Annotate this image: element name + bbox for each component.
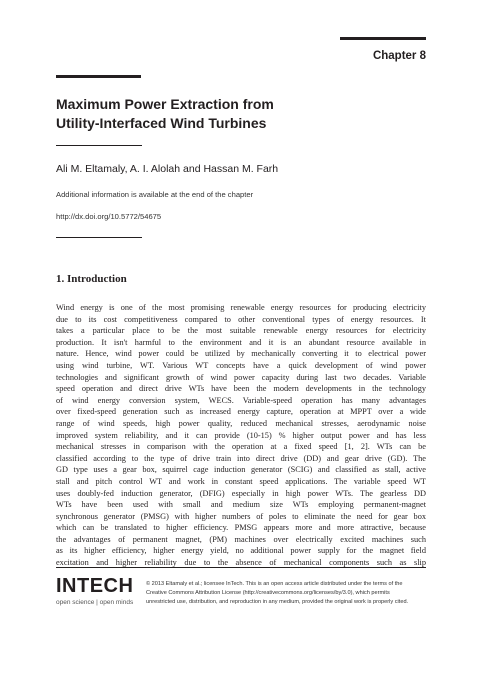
body-line: technologies and significant growth of wind power capacity during last two decades. Variable <box>56 372 426 382</box>
license-line: Creative Commons Attribution License (http://creativecommons.org/licenses/by/3.0), which permits <box>146 590 390 596</box>
body-line: production. It isn't harmful to the environment and it is an abundant resource available in <box>56 337 426 347</box>
authors: Ali M. Eltamaly, A. I. Alolah and Hassan M. Farh <box>56 163 279 175</box>
footer-rule <box>56 567 426 568</box>
body-line: range of wind speeds, high power quality, reduced mechanical stresses, aerodynamic noise <box>56 418 426 428</box>
body-line: GD type uses a gear box, squirrel cage induction generator (SCIG) and classified as stall, active <box>56 465 426 475</box>
chapter-label: Chapter 8 <box>372 50 426 62</box>
additional-info: Additional information is available at the end of the chapter <box>56 190 254 199</box>
body-line: Wind energy is one of the most promising renewable energy resources for producing electricity <box>56 303 426 312</box>
body-paragraph <box>56 302 426 569</box>
body-line: using wind turbine, WT. Various WT concepts have a quick development of wind power <box>56 360 426 370</box>
body-line: improved system reliability, and it can provide (10-15) % higher output power and has less <box>56 430 426 440</box>
body-line: classified according to the type of drive train into direct drive (DD) and gear drive (GD). The <box>56 453 426 463</box>
license-line: © 2013 Eltamaly et al.; licensee InTech. This is an open access article distributed under the terms of the <box>146 581 403 587</box>
body-line: due to its cost competitiveness compared to other conventional types of energy resources. It <box>56 314 426 324</box>
title-underline <box>56 145 142 146</box>
title-line-2: Utility-Interfaced Wind Turbines <box>56 115 267 131</box>
body-line: mechanical stresses in comparison with the operation at a fixed speed [1, 2]. WTs can be <box>56 442 426 452</box>
body-line: of wind energy conversion system, WECS. Variable-speed operation has many advantages <box>56 395 426 405</box>
body-line: as its higher efficiency, higher energy yield, no additional power supply for the magnet field <box>56 546 426 556</box>
body-line: stall and pitch control WT and work in constant speed applications. The variable speed WT <box>56 476 426 486</box>
body-line: which can be translated to higher efficiency. PMSG appears more and more attractive, because <box>56 523 426 533</box>
body-line: WTs have been used with small and medium size WTs employing permanent-magnet <box>56 500 426 510</box>
intech-logo <box>56 576 136 606</box>
header-divider <box>56 237 142 238</box>
body-line: nature. Hence, wind power could be utilized by mechanically converting it to electrical power <box>56 349 426 359</box>
body-line: excitation and higher reliability due to the absence of mechanical components such as slip <box>56 558 426 568</box>
logo-wordmark: INTECH <box>56 575 134 597</box>
title-line-1: Maximum Power Extraction from <box>56 96 274 112</box>
license-text <box>146 580 430 607</box>
logo-tagline: open science | open minds <box>56 599 134 606</box>
body-line: takes a particular place to be the most suitable renewable energy resources for electricity <box>56 326 426 336</box>
chapter-rule <box>340 37 426 40</box>
body-line: the advantages of permanent magnet, (PM) machines over electrically excited machines such <box>56 534 426 544</box>
page-title <box>56 95 386 133</box>
doi-link[interactable]: http://dx.doi.org/10.5772/54675 <box>56 212 162 221</box>
body-line: uses doubly-fed induction generator, (DFIG) especially in high power WTs. The gearless DD <box>56 488 426 498</box>
license-line: unrestricted use, distribution, and reproduction in any medium, provided the original work is properly cited. <box>146 599 409 605</box>
body-line: synchronous generator (PMSG) with higher numbers of poles to eliminate the need for gear box <box>56 511 426 521</box>
body-line: over fixed-speed generation such as increased energy capture, operation at MPPT over a wide <box>56 407 426 417</box>
section-heading: 1. Introduction <box>56 273 127 285</box>
body-line: speed operation and direct drive WTs have been the modern developments in the technology <box>56 384 426 394</box>
title-rule <box>56 75 141 78</box>
